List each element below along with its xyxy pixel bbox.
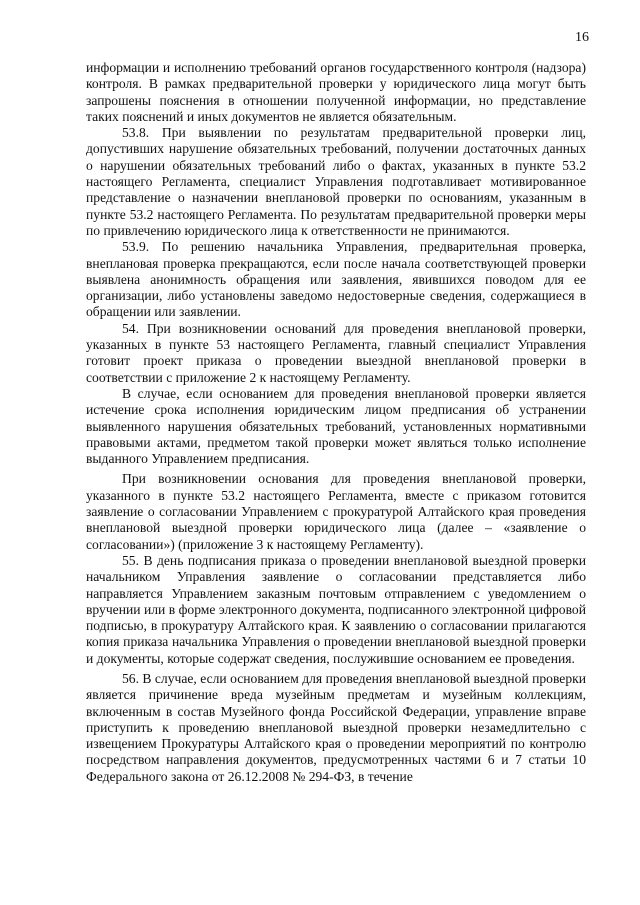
paragraph-54-basis: При возникновении основания для проведения внеплановой проверки, указанного в пункте 53.2 настоящего Регламента, вместе с приказом готовится заявление о согласовании Управлением с прокуратурой Алтайского края проведения внеплановой выездной проверки юридического лица (далее – «заявление о согласовании») (приложение 3 к настоящему Регламенту).: [86, 471, 586, 552]
page-number: 16: [575, 30, 589, 45]
paragraph-continuation: информации и исполнению требований органов государственного контроля (надзора) контроля. В рамках предварительной проверки у юридического лица могут быть запрошены пояснения в отношении полученной информации, но представление таких пояснений и иных документов не является обязательным.: [86, 60, 586, 124]
paragraph-54: 54. При возникновении оснований для проведения внеплановой проверки, указанных в пункте 53 настоящего Регламента, главный специалист Управления готовит проект приказа о проведении выездной внеплановой проверки в соответствии с приложение 2 к настоящему Регламенту.: [86, 320, 586, 385]
paragraph-54-case: В случае, если основанием для проведения внеплановой проверки является истечение срока исполнения юридическим лицом предписания об устранении выявленного нарушения обязательных требований, установленных нормативными правовыми актами, предметом такой проверки может являться только исполнение выданного Управлением предписания.: [86, 385, 586, 467]
paragraph-53-8: 53.8. При выявлении по результатам предварительной проверки лиц, допустивших нарушение обязательных требований, получении достаточных данных о нарушении обязательных требований либо о фактах, указанных в пункте 53.2 настоящего Регламента, специалист Управления подготавливает мотивированное представление о назначении внеплановой проверки по основаниям, указанным в пункте 53.2 настоящего Регламента. По результатам предварительной проверки меры по привлечению юридического лица к ответственности не принимаются.: [86, 125, 586, 238]
document-body: [86, 60, 586, 785]
paragraph-56: 56. В случае, если основанием для проведения внеплановой выездной проверки является причинение вреда музейным предметам и музейным коллекциям, включенным в состав Музейного фонда Российской Федерации, управление вправе приступить к проведению внеплановой выездной проверки незамедлительно с извещением Прокуратуры Алтайского края о проведении мероприятий по контролю посредством направления документов, предусмотренных частями 6 и 7 статьи 10 Федерального закона от 26.12.2008 № 294-ФЗ, в течение: [86, 670, 586, 784]
paragraph-53-9: 53.9. По решению начальника Управления, предварительная проверка, внеплановая проверка прекращаются, если после начала соответствующей проверки выявлена анонимность обращения или заявления, явившихся поводом для ее организации, либо установлены заведомо недостоверные сведения, содержащиеся в обращении или заявлении.: [86, 239, 586, 320]
paragraph-55: 55. В день подписания приказа о проведении внеплановой выездной проверки начальником Управления заявление о согласовании представляется либо направляется Управлением заказным почтовым отправлением с уведомлением о вручении или в форме электронного документа, подписанного электронной цифровой подписью, в прокуратуру Алтайского края. К заявлению о согласовании прилагаются копия приказа начальника Управления о проведении внеплановой выездной проверки и документы, которые содержат сведения, послужившие основанием ее проведения.: [86, 552, 586, 666]
